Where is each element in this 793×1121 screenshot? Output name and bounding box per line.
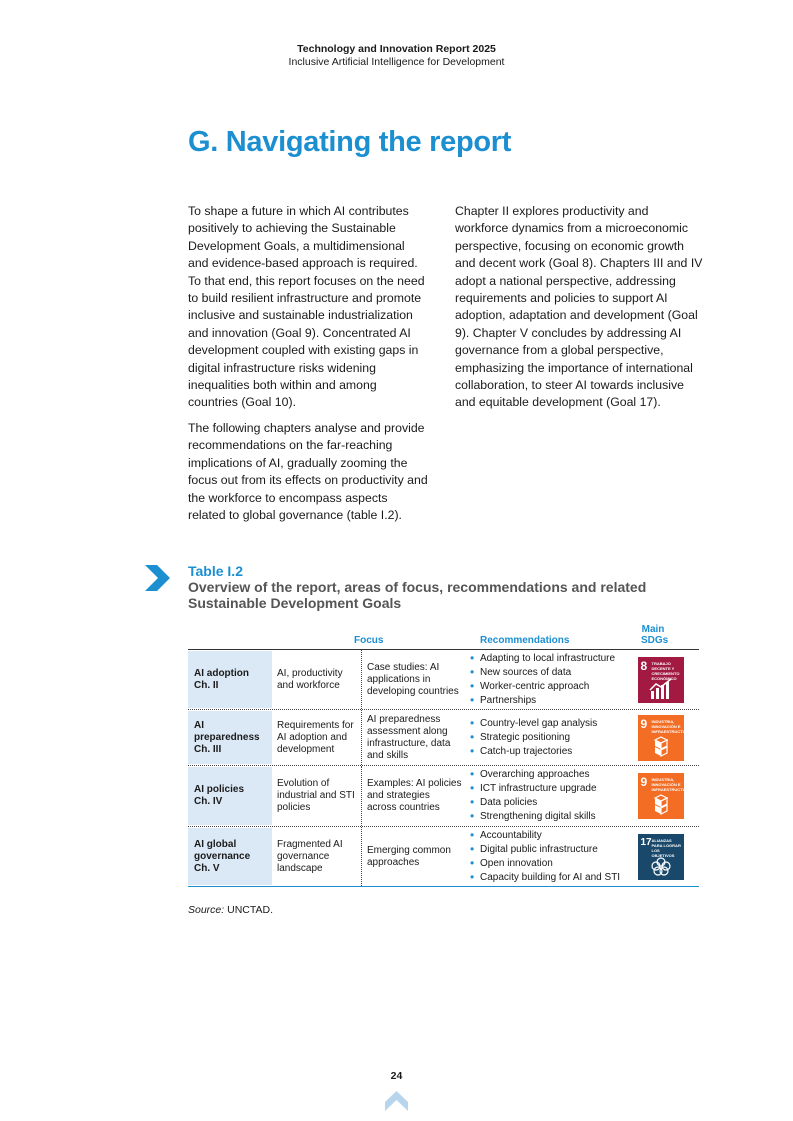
recommendations-cell — [462, 827, 622, 886]
recommendations-cell — [462, 710, 622, 765]
list-item: • Data policies — [470, 796, 597, 810]
right-column — [455, 203, 705, 420]
section-title: G. Navigating the report — [188, 126, 512, 158]
detail-cell: AI preparedness assessment along infrastructure, data and skills — [367, 713, 451, 761]
table-label: Table I.2 — [188, 563, 243, 579]
chapter-cell: AI policies Ch. IV — [188, 767, 272, 825]
sdg-cell — [622, 766, 699, 826]
report-subtitle: Inclusive Artificial Intelligence for Development — [288, 56, 505, 68]
focus-cell: Evolution of industrial and STI policies — [272, 766, 362, 826]
sdg-cell — [622, 710, 699, 765]
table-row — [188, 827, 699, 887]
page-number: 24 — [390, 1070, 403, 1082]
report-title: Technology and Innovation Report 2025 — [297, 43, 496, 55]
paragraph: To shape a future in which AI contributes positively to achieving the Sustainable Development Goals, a multidimensional and evidence-based approach is required. To that end, this report focuses on the need to build resilient infrastructure and promote inclusive and sustainable industrialization and innovation (Goal 9). Concentrated AI development coupled with existing gaps in digital infrastructure risks widening inequalities both within and among countries (Goal 10). — [188, 204, 425, 410]
table-row — [188, 650, 699, 710]
paragraph: The following chapters analyse and provide recommendations on the far-reaching implications of AI, gradually zooming the focus out from its effects on productivity and the workforce to encompass aspects related to global governance (table I.2). — [188, 420, 428, 522]
sdg-9-icon: 9 INDUSTRIA, INNOVACIÓN E INFRAESTRUCTURA — [638, 773, 684, 819]
focus-cell: AI, productivity and workforce — [272, 650, 362, 709]
sdg-cell — [622, 827, 699, 886]
focus-header: Focus — [354, 635, 384, 646]
list-item: • Strengthening digital skills — [470, 810, 597, 824]
up-arrow-icon[interactable] — [384, 1089, 409, 1114]
list-item: • ICT infrastructure upgrade — [470, 782, 597, 796]
table-header — [188, 622, 699, 650]
focus-cell: Requirements for AI adoption and development — [272, 710, 362, 765]
list-item: • Catch-up trajectories — [470, 745, 597, 759]
sdgs-header: Main SDGs — [641, 624, 669, 646]
list-item: • Overarching approaches — [470, 768, 597, 782]
sdg-8-icon: 8 TRABAJO DECENTE Y CRECIMIENTO ECONÓMICO — [638, 657, 684, 703]
sdg-9-icon: 9 INDUSTRIA, INNOVACIÓN E INFRAESTRUCTURA — [638, 715, 684, 761]
sdg-17-icon: 17 ALIANZAS PARA LOGRAR LOS OBJETIVOS — [638, 834, 684, 880]
table-source: Source: UNCTAD. — [188, 904, 273, 916]
detail-cell: Case studies: AI applications in developing countries — [367, 661, 459, 697]
list-item: • Partnerships — [470, 694, 615, 708]
chapter-cell: AI global governance Ch. V — [188, 828, 272, 885]
detail-cell: Emerging common approaches — [367, 844, 451, 868]
table-row — [188, 710, 699, 766]
recommendations-cell — [462, 650, 622, 709]
list-item: • Strategic positioning — [470, 731, 597, 745]
list-item: • Worker-centric approach — [470, 680, 615, 694]
sdg-cell — [622, 650, 699, 709]
chevron-right-icon — [142, 563, 172, 593]
recommendations-cell — [462, 766, 622, 826]
focus-cell: Fragmented AI governance landscape — [272, 827, 362, 886]
table-heading — [188, 563, 708, 611]
recommendations-header: Recommendations — [480, 635, 570, 646]
overview-table — [188, 622, 699, 887]
list-item: • Adapting to local infrastructure — [470, 652, 615, 666]
chapter-cell: AI adoption Ch. II — [188, 651, 272, 708]
paragraph: Chapter II explores productivity and workforce dynamics from a microeconomic perspective, focusing on economic growth and decent work (Goal 8). Chapters III and IV adopt a national perspective, addressing requirements and policies to support AI adoption, adaptation and development (Goal 9). Chapter V concludes by addressing AI governance from a global perspective, emphasizing the importance of international collaboration, to steer AI towards inclusive and equitable development (Goal 17). — [455, 204, 703, 410]
left-column — [188, 203, 428, 532]
report-header — [0, 43, 793, 69]
list-item: • Capacity building for AI and STI — [470, 871, 620, 885]
list-item: • Country-level gap analysis — [470, 717, 597, 731]
chapter-cell: AI preparedness Ch. III — [188, 711, 272, 764]
table-row — [188, 766, 699, 827]
list-item: • Accountability — [470, 829, 620, 843]
table-caption: Overview of the report, areas of focus, recommendations and related Sustainable Development Goals — [188, 579, 647, 611]
list-item: • Digital public infrastructure — [470, 843, 620, 857]
detail-cell: Examples: AI policies and strategies across countries — [367, 778, 462, 813]
list-item: • New sources of data — [470, 666, 615, 680]
list-item: • Open innovation — [470, 857, 620, 871]
